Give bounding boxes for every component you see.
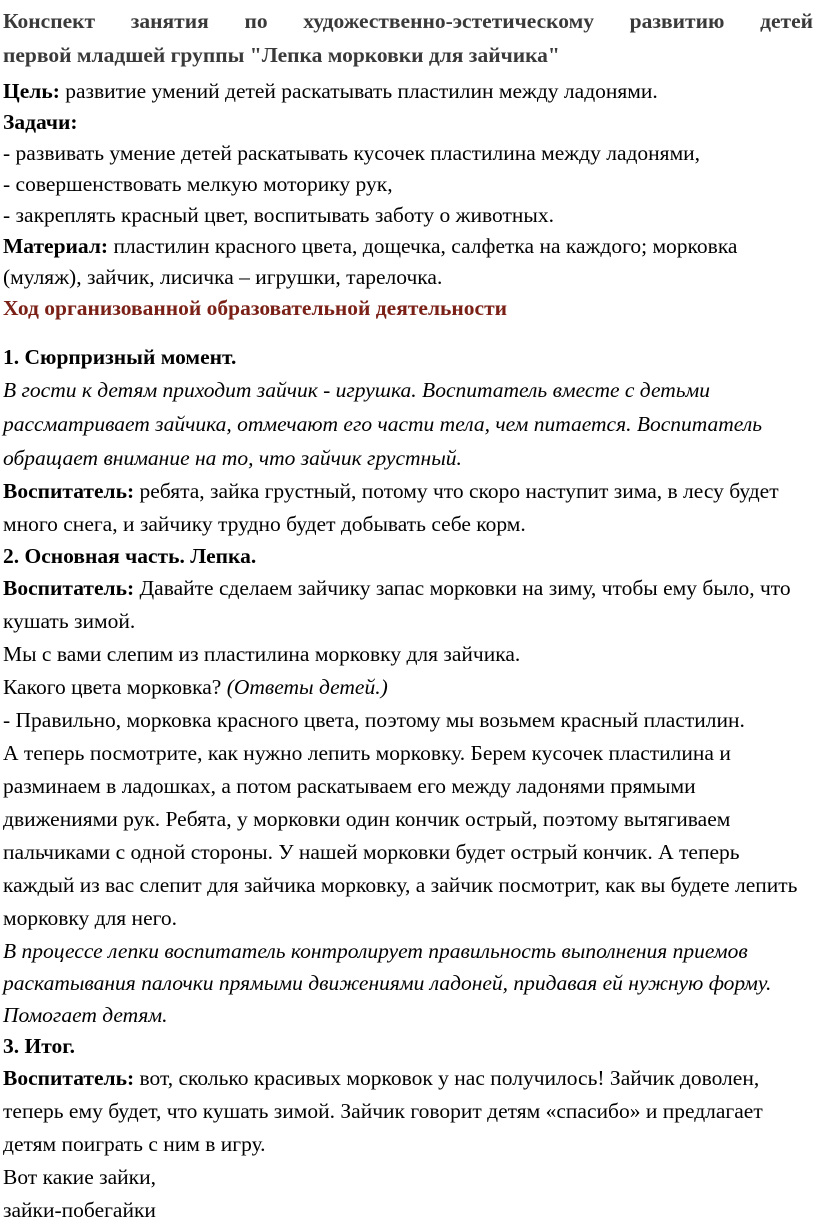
material-paragraph [3, 231, 813, 293]
section3-title: 3. Итог. [3, 1034, 75, 1058]
teacher-label: Воспитатель: [3, 479, 135, 503]
section1-italic: В гости к детям приходит зайчик - игрушка. Воспитатель вместе с детьми рассматривает зайчика, отмечают его части тела, чем питается. Воспитатель обращает внимание на то, что зайчик грустный. [3, 378, 762, 470]
poem-line-1: Вот какие зайки, [3, 1165, 156, 1189]
section3-teacher-text: вот, сколько красивых морковок у нас получилось! Зайчик доволен, теперь ему будет, что кушать зимой. Зайчик говорит детям «спасибо» и предлагает детям поиграть с ним в игру. [3, 1066, 763, 1156]
tasks-label: Задачи: [3, 110, 78, 134]
document-title [3, 4, 813, 72]
section2-teacher-text: Давайте сделаем зайчику запас морковки на зиму, чтобы ему было, что кушать зимой. [3, 576, 791, 633]
poem-line-2: зайки-побегайки [3, 1198, 156, 1222]
goal-label: Цель: [3, 79, 60, 103]
title-line-1: Конспект занятия по художественно-эстетическому развитию детей [3, 9, 813, 33]
task-item: - совершенствовать мелкую моторику рук, [3, 172, 393, 196]
task-item: - закреплять красный цвет, воспитывать заботу о животных. [3, 203, 554, 227]
section2-title: 2. Основная часть. Лепка. [3, 544, 257, 568]
goal-paragraph [3, 76, 813, 107]
section2-paragraph-2: - Правильно, морковка красного цвета, поэтому мы возьмем красный пластилин. [3, 708, 745, 732]
section2-paragraph-3: А теперь посмотрите, как нужно лепить морковку. Берем кусочек пластилина и разминаем в ладошках, а потом раскатываем его между ладонями прямыми движениями рук. Ребята, у морковки один кончик острый, поэтому вытягиваем пальчиками с одной стороны. У нашей морковки будет острый кончик. А теперь каждый из вас слепит для зайчика морковку, а зайчик посмотрит, как вы будете лепить морковку для него. [3, 741, 798, 930]
section2-question-note: (Ответы детей.) [226, 675, 388, 699]
section2-question: Какого цвета морковка? [3, 675, 227, 699]
title-line-2: первой младшей группы "Лепка морковки для зайчика" [3, 43, 560, 67]
material-label: Материал: [3, 234, 109, 258]
section2-teacher-paragraph [3, 572, 813, 638]
section1-teacher-paragraph [3, 475, 813, 541]
section2-italic: В процессе лепки воспитатель контролирует правильность выполнения приемов раскатывания палочки прямыми движениями ладоней, придавая ей нужную форму. Помогает детям. [3, 939, 772, 1027]
section1-teacher-text: ребята, зайка грустный, потому что скоро наступит зима, в лесу будет много снега, и зайчику трудно будет добывать себе корм. [3, 479, 779, 536]
teacher-label: Воспитатель: [3, 576, 135, 600]
goal-text: развитие умений детей раскатывать пластилин между ладонями. [59, 79, 658, 103]
section3-teacher-paragraph [3, 1062, 813, 1161]
section2-question-paragraph [3, 671, 813, 704]
section1-title: 1. Сюрпризный момент. [3, 345, 237, 369]
teacher-label: Воспитатель: [3, 1066, 135, 1090]
section2-paragraph-1: Мы с вами слепим из пластилина морковку для зайчика. [3, 642, 521, 666]
process-heading: Ход организованной образовательной деятельности [3, 296, 508, 320]
task-item: - развивать умение детей раскатывать кусочек пластилина между ладонями, [3, 141, 701, 165]
material-text: пластилин красного цвета, дощечка, салфетка на каждого; морковка (муляж), зайчик, лисичка – игрушки, тарелочка. [3, 234, 738, 289]
